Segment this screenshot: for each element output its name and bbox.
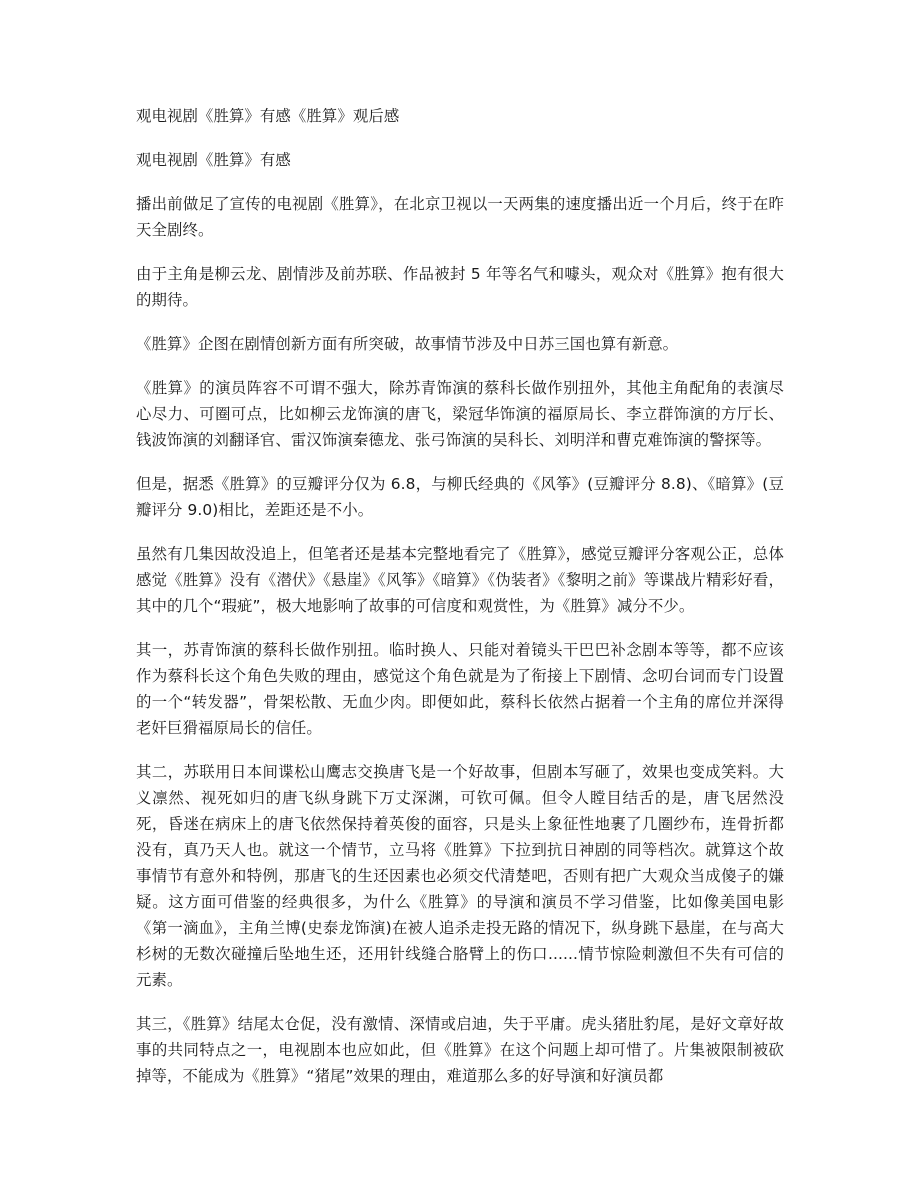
paragraph-expectation: 由于主角是柳云龙、剧情涉及前苏联、作品被封 5 年等名气和噱头，观众对《胜算》抱有很大的期待。 bbox=[136, 265, 784, 309]
paragraph-cast: 《胜算》的演员阵容不可谓不强大，除苏青饰演的蔡科长做作别扭外，其他主角配角的表演尽心尽力、可圈可点，比如柳云龙饰演的唐飞，梁冠华饰演的福原局长、李立群饰演的方厅长、钱波饰演的刘翻译官、雷汉饰演秦德龙、张弓饰演的吴科长、刘明洋和曹克难饰演的警探等。 bbox=[136, 379, 784, 449]
paragraph-douban-score: 但是，据悉《胜算》的豆瓣评分仅为 6.8，与柳氏经典的《风筝》(豆瓣评分 8.8)、《暗算》(豆瓣评分 9.0)相比，差距还是不小。 bbox=[136, 475, 784, 519]
document-title: 观电视剧《胜算》有感《胜算》观后感 bbox=[136, 107, 400, 125]
paragraph-flaw-three: 其三，《胜算》结尾太仓促，没有激情、深情或启迪，失于平庸。虎头猪肚豹尾，是好文章好故事的共同特点之一，电视剧本也应如此，但《胜算》在这个问题上却可惜了。片集被限制被砍掉等，不能成为《胜算》“猪尾”效果的理由，难道那么多的好导演和好演员都 bbox=[136, 1015, 784, 1085]
paragraph-flaw-one: 其一，苏青饰演的蔡科长做作别扭。临时换人、只能对着镜头干巴巴补念剧本等等，都不应该作为蔡科长这个角色失败的理由，感觉这个角色就是为了衔接上下剧情、念叨台词而专门设置的一个“转发器”，骨架松散、无血少肉。即便如此，蔡科长依然占据着一个主角的席位并深得老奸巨猾福原局长的信任。 bbox=[136, 641, 784, 737]
paragraph-broadcast: 播出前做足了宣传的电视剧《胜算》，在北京卫视以一天两集的速度播出近一个月后，终于在昨天全剧终。 bbox=[136, 195, 784, 239]
document-subtitle: 观电视剧《胜算》有感 bbox=[136, 151, 291, 169]
paragraph-overall: 虽然有几集因故没追上，但笔者还是基本完整地看完了《胜算》，感觉豆瓣评分客观公正，总体感觉《胜算》没有《潜伏》《悬崖》《风筝》《暗算》《伪装者》《黎明之前》等谍战片精彩好看，其中的几个“瑕疵”，极大地影响了故事的可信度和观赏性，为《胜算》减分不少。 bbox=[136, 545, 784, 615]
document-page bbox=[136, 103, 784, 1107]
paragraph-flaw-two: 其二，苏联用日本间谍松山鹰志交换唐飞是一个好故事，但剧本写砸了，效果也变成笑料。大义凛然、视死如归的唐飞纵身跳下万丈深渊，可钦可佩。但令人瞠目结舌的是，唐飞居然没死，昏迷在病床上的唐飞依然保持着英俊的面容，只是头上象征性地裹了几圈纱布，连骨折都没有，真乃天人也。就这一个情节，立马将《胜算》下拉到抗日神剧的同等档次。就算这个故事情节有意外和特例，那唐飞的生还因素也必须交代清楚吧，否则有把广大观众当成傻子的嫌疑。这方面可借鉴的经典很多，为什么《胜算》的导演和演员不学习借鉴，比如像美国电影《第一滴血》，主角兰博(史泰龙饰演)在被人追杀走投无路的情况下，纵身跳下悬崖，在与高大杉树的无数次碰撞后坠地生还，还用针线缝合胳臂上的伤口......情节惊险刺激但不失有可信的元素。 bbox=[136, 763, 784, 989]
paragraph-innovation: 《胜算》企图在剧情创新方面有所突破，故事情节涉及中日苏三国也算有新意。 bbox=[136, 335, 679, 353]
